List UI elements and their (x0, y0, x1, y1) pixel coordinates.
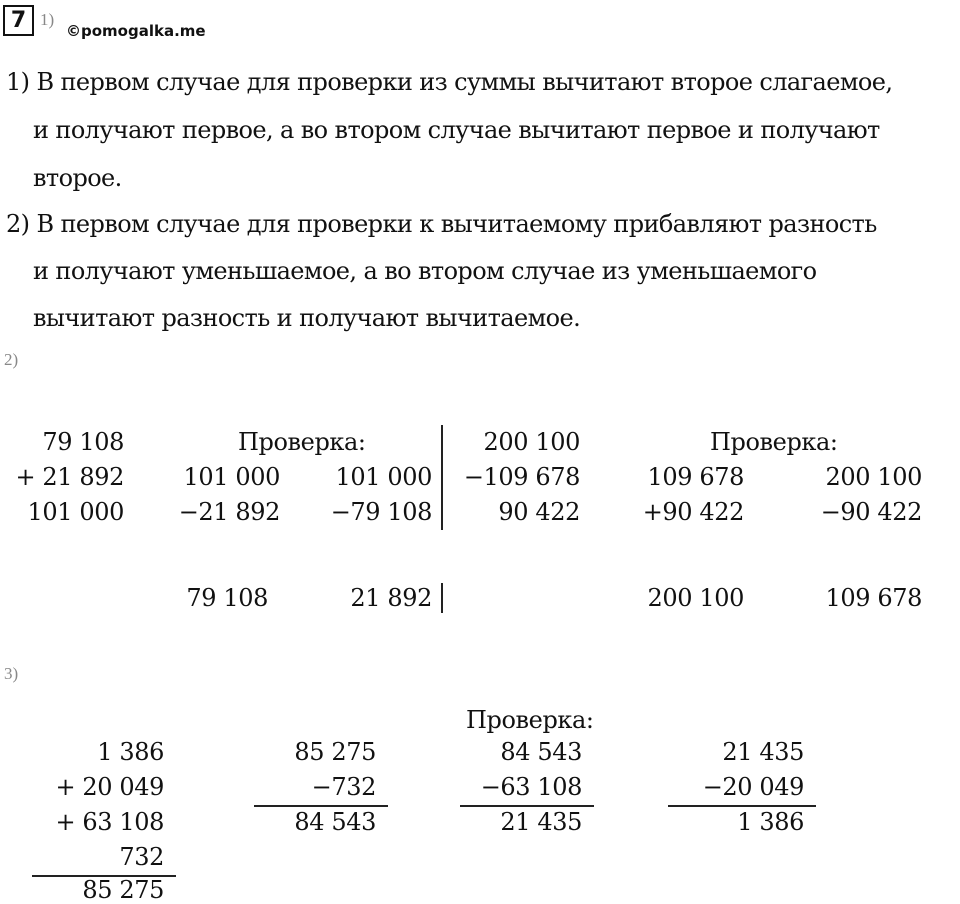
check-label-part3: Проверка: (466, 706, 594, 734)
separator-line (441, 583, 443, 613)
check3-subtrahend: −20 049 (702, 773, 804, 801)
minuend: 200 100 (483, 428, 580, 456)
difference: 90 422 (498, 498, 580, 526)
check2-minuend: 84 543 (500, 738, 582, 766)
part3-label: 3) (4, 664, 19, 683)
check3-rule (668, 805, 816, 807)
addend-2: + 20 049 (55, 773, 164, 801)
subtrahend: −109 678 (463, 463, 580, 491)
check-label-left: Проверка: (238, 428, 366, 456)
check1-subtrahend: −732 (311, 773, 376, 801)
text-line-4: 2) В первом случае для проверки к вычитаемому прибавляют разность (6, 210, 877, 238)
check2-result: 21 892 (350, 584, 432, 612)
check1-rule (254, 805, 388, 807)
check3-addend-1: 109 678 (647, 463, 744, 491)
addend-3: + 63 108 (55, 808, 164, 836)
check2-minuend: 101 000 (335, 463, 432, 491)
check1-minuend: 101 000 (183, 463, 280, 491)
check3-result: 1 386 (737, 808, 804, 836)
check4-minuend: 200 100 (825, 463, 922, 491)
addend-1: 1 386 (97, 738, 164, 766)
text-line-1: 1) В первом случае для проверки из суммы вычитают второе слагаемое, (6, 68, 893, 96)
sum-result: 85 275 (82, 876, 164, 904)
check3-minuend: 21 435 (722, 738, 804, 766)
part1-label: 1) (40, 10, 55, 29)
check3-addend-2: +90 422 (642, 498, 744, 526)
site-watermark: ©pomogalka.me (66, 22, 206, 40)
check1-minuend: 85 275 (294, 738, 376, 766)
check3-result: 200 100 (647, 584, 744, 612)
check2-rule (460, 805, 594, 807)
sum-result: 101 000 (27, 498, 124, 526)
addend-2: + 21 892 (15, 463, 124, 491)
text-line-2: и получают первое, а во втором случае вычитают первое и получают (33, 116, 880, 144)
check2-subtrahend: −63 108 (480, 773, 582, 801)
task-number: 7 (3, 5, 34, 36)
check4-result: 109 678 (825, 584, 922, 612)
check2-result: 21 435 (500, 808, 582, 836)
separator-line (441, 425, 443, 530)
check1-result: 79 108 (186, 584, 268, 612)
text-line-3: второе. (33, 164, 122, 192)
check1-subtrahend: −21 892 (178, 498, 280, 526)
text-line-5: и получают уменьшаемое, а во втором случае из уменьшаемого (33, 257, 817, 285)
addend-1: 79 108 (42, 428, 124, 456)
part2-label: 2) (4, 350, 19, 369)
check2-subtrahend: −79 108 (330, 498, 432, 526)
check4-subtrahend: −90 422 (820, 498, 922, 526)
check1-result: 84 543 (294, 808, 376, 836)
text-line-6: вычитают разность и получают вычитаемое. (33, 304, 581, 332)
addend-4: 732 (119, 843, 164, 871)
check-label-right: Проверка: (710, 428, 838, 456)
